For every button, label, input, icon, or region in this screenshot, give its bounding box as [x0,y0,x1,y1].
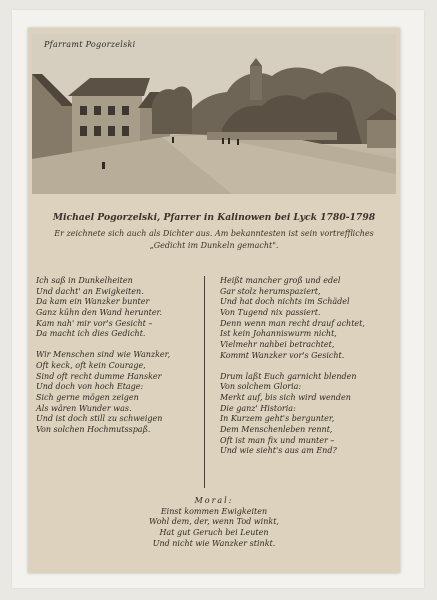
village-street-photo [32,34,396,194]
stanza [220,372,365,458]
verse-line: Heißt mancher groß und edel [220,276,341,285]
verse-line: Kommt Wanzker vor's Gesicht. [220,350,345,360]
moral-line: Hat gut Geruch bei Leuten [159,528,269,538]
verse-line: Von solchem Gloria: [220,382,302,392]
moral-line: Und nicht wie Wanzker stinkt. [152,538,276,548]
verse-line: Die ganz' Historia: [220,403,296,413]
poem-title: Michael Pogorzelski, Pfarrer in Kalinowen bei Lyck 1780-1798 [52,212,376,223]
verse-line: Vielmehr nahbei betrachtet, [220,340,335,350]
verse-line: Kam nah' mir vor's Gesicht – [36,318,153,328]
verse-line: Wir Menschen sind wie Wanzker, [36,350,171,360]
verse-line: Drum laßt Euch garnicht blenden [220,371,357,381]
poem-column-left [36,276,170,446]
poem-column-right [220,276,365,467]
verse-line: Da macht ich dies Gedicht. [36,329,146,339]
verse-line: Und doch von hoch Etage: [36,382,144,392]
verse-line: Sind oft recht dumme Hansker [36,371,162,381]
stanza [220,276,365,362]
moral-block [28,496,400,549]
verse-line: Dem Menschenleben rennt, [220,424,333,434]
photo-scene [32,34,396,194]
postcard [28,28,400,573]
verse-line: Sich gerne mögen zeigen [36,392,139,402]
verse-line: Von Tugend nix passiert. [220,308,321,318]
verse-line: Oft ist man fix und munter – [220,435,335,445]
verse-line: Als wären Wunder was. [36,403,132,413]
verse-line: Von solchen Hochmutsspaß. [36,424,151,434]
verse-line: Oft keck, oft kein Courage, [36,360,146,370]
verse-line: Ist kein Johanniswurm nicht, [220,329,337,339]
moral-line: Wohl dem, der, wenn Tod winkt, [149,517,279,527]
verse-line: Ich saß in Dunkelheiten [36,276,133,285]
verse-line: In Kurzem geht's bergunter, [220,414,335,424]
moral-line: Einst kommen Ewigkeiten [160,506,268,516]
verse-line: Denn wenn man recht drauf achtet, [220,318,365,328]
verse-line: Gar stolz herumspaziert, [220,286,321,296]
verse-line: Und wie sieht's aus am End? [220,446,337,456]
verse-line: Und hat doch nichts im Schädel [220,297,350,307]
verse-line: Und ist doch still zu schweigen [36,414,163,424]
photo-caption: Pfarramt Pogorzelski [44,40,136,49]
verse-line: Und dacht' an Ewigkeiten. [36,286,144,296]
moral-heading: Moral: [194,496,234,505]
verse-line: Ganz kühn den Wand herunter. [36,308,163,318]
poem-subtitle: Er zeichnete sich auch als Dichter aus. Am bekanntesten ist sein vortreffliches „Gedicht im Dunkeln gemacht". [54,229,374,250]
verse-line: Merkt auf, bis sich wird wenden [220,392,351,402]
stanza [36,276,170,340]
stanza [36,350,170,436]
verse-line: Da kam ein Wanzker bunter [36,297,150,307]
column-divider [204,276,205,488]
